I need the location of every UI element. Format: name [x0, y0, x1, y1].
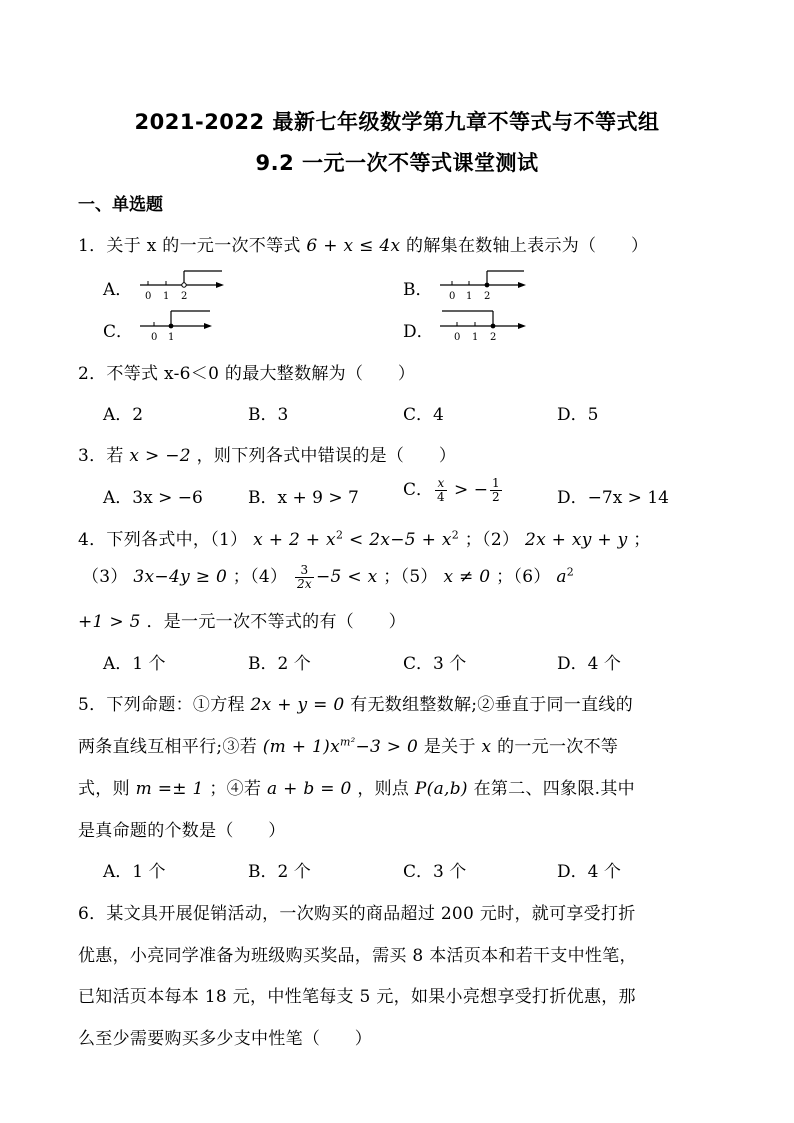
q4-option-a: A．1 个	[103, 654, 166, 674]
q1-option-b-label: B．	[403, 280, 433, 300]
title-line-1: 2021-2022 最新七年级数学第九章不等式与不等式组	[134, 110, 660, 134]
q3-option-a: A．3x > −6	[103, 488, 203, 508]
question-2-stem: 2．不等式 x-6＜0 的最大整数解为（ ）	[78, 364, 416, 384]
svg-text:0: 0	[454, 332, 461, 343]
svg-text:0: 0	[151, 332, 158, 343]
svg-text:0: 0	[145, 291, 152, 302]
section-heading-single-choice: 一、单选题	[78, 195, 163, 215]
svg-text:0: 0	[449, 291, 456, 302]
question-6-line-1: 6．某文具开展促销活动，一次购买的商品超过 200 元时，就可享受打折	[78, 904, 636, 924]
q1-option-b-number-line	[438, 268, 530, 306]
question-5-line-3: 式，则 m =± 1 ；④若 a + b = 0 ，则点 P(a,b) 在第二、四象限.其中	[78, 779, 635, 799]
svg-text:1: 1	[472, 332, 479, 343]
question-6-line-3: 已知活页本每本 18 元，中性笔每支 5 元，如果小亮想享受打折优惠，那	[78, 987, 636, 1007]
q5-option-d: D．4 个	[557, 862, 621, 882]
q1-option-a-number-line	[138, 268, 228, 306]
q4-option-d: D．4 个	[557, 654, 621, 674]
q4-option-b: B．2 个	[248, 654, 311, 674]
q2-option-d: D．5	[557, 405, 599, 425]
question-4-line-3: +1 > 5 ．是一元一次不等式的有（ ）	[78, 612, 406, 632]
question-6-line-2: 优惠，小亮同学准备为班级购买奖品，需买 8 本活页本和若干支中性笔，	[78, 946, 637, 966]
q2-option-b: B．3	[248, 405, 289, 425]
svg-text:2: 2	[181, 291, 188, 302]
q2-option-c: C．4	[403, 405, 444, 425]
q3-option-d: D．−7x > 14	[557, 488, 669, 508]
q3-option-c: C． $\frac{x}{4}$ > − $\frac{1}{2}$	[403, 476, 500, 504]
q1-option-a-label: A．	[103, 280, 133, 300]
question-4-line-2: （3） 3x−4y ≥ 0 ；（4） $\frac{3}{2x}$ −5 < x ；（5） x ≠ 0 ；（6） $a^2$	[82, 563, 575, 591]
question-5-line-1: 5．下列命题：①方程 2x + y = 0 有无数组整数解;②垂直于同一直线的	[78, 695, 633, 715]
q5-option-c: C．3 个	[403, 862, 467, 882]
svg-text:1: 1	[168, 332, 175, 343]
q1-option-c-label: C．	[103, 322, 134, 342]
svg-text:2: 2	[484, 291, 491, 302]
q2-option-a: A．2	[103, 405, 144, 425]
svg-text:2: 2	[490, 332, 497, 343]
question-5-line-2: 两条直线互相平行;③若 $(m + 1)x^{m^2}-3 > 0$ 是关于 x 的一元一次不等	[78, 735, 619, 757]
svg-text:1: 1	[163, 291, 170, 302]
q5-option-b: B．2 个	[248, 862, 311, 882]
q1-option-c-number-line	[138, 307, 218, 347]
q5-option-a: A．1 个	[103, 862, 166, 882]
q4-option-c: C．3 个	[403, 654, 467, 674]
question-4-line-1: 4．下列各式中，（1） $x + 2 + x^2 < 2x-5 + x^2$ ；（2） 2x + xy + y ；	[78, 528, 651, 550]
question-3-stem: 3．若 x > −2 ，则下列各式中错误的是（ ）	[78, 446, 457, 466]
question-6-line-4: 么至少需要购买多少支中性笔（ ）	[78, 1029, 373, 1049]
q1-option-d-label: D．	[403, 322, 434, 342]
title-line-2: 9.2 一元一次不等式课堂测试	[255, 151, 539, 175]
q1-option-d-number-line	[438, 307, 530, 347]
q3-option-b: B．x + 9 > 7	[248, 488, 359, 508]
svg-text:1: 1	[466, 291, 473, 302]
question-1-stem: 1．关于 x 的一元一次不等式 6 + x ≤ 4x 的解集在数轴上表示为（ ）	[78, 236, 649, 256]
question-5-line-4: 是真命题的个数是（ ）	[78, 821, 286, 841]
